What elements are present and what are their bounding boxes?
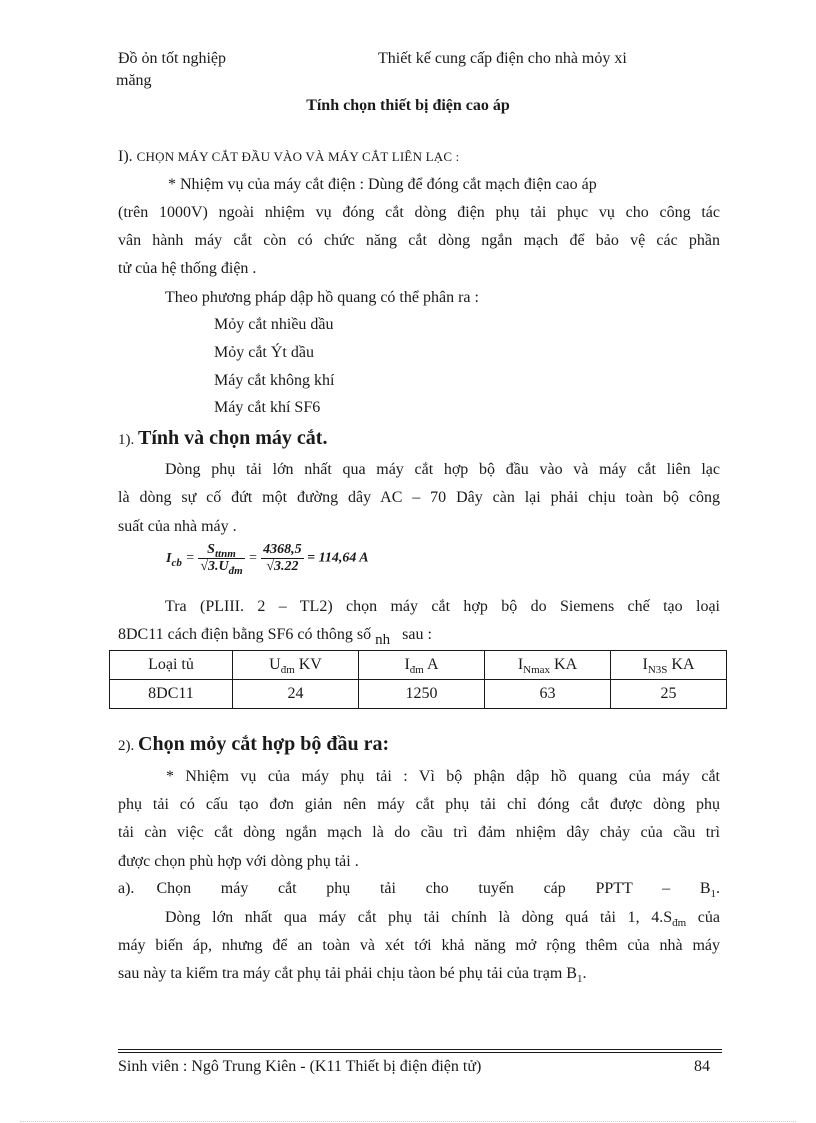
formula-num1: S xyxy=(207,542,215,557)
para7-line1-sub: đm xyxy=(672,917,687,929)
para4-line2 xyxy=(118,626,432,648)
table-header-cell: $I_{đm}$ A xyxy=(359,651,485,680)
section-numeral: I). xyxy=(118,148,133,165)
para1-line2: (trên 1000V) ngoài nhiệm vụ đóng cắt dòng điện phụ tải phục vụ cho công tác xyxy=(118,204,720,221)
para6-body xyxy=(156,880,720,898)
subheading-1 xyxy=(118,427,327,450)
list-item: Mỏy cắt nhiều dầu xyxy=(214,316,334,333)
para4-line1: Tra (PLIII. 2 – TL2) chọn máy cắt hợp bộ do Siemens chế tạo loại xyxy=(165,598,720,615)
page-number: 84 xyxy=(694,1058,710,1075)
page-edge-divider xyxy=(20,1121,796,1122)
formula-den1: √3.U xyxy=(200,559,229,574)
para2: Theo phương pháp dập hồ quang có thể phân ra : xyxy=(165,289,479,306)
formula-den1-sub: đm xyxy=(228,565,243,577)
formula-equals: = xyxy=(248,550,258,566)
para4-text: 8DC11 cách điện bằng SF6 có thông số xyxy=(118,626,372,643)
para7-line3 xyxy=(118,965,586,983)
formula-equals: = xyxy=(185,550,195,566)
formula-lhs: I xyxy=(166,550,172,566)
table-cell: 24 xyxy=(233,680,359,709)
footer-rule-bottom xyxy=(118,1052,722,1053)
table-row xyxy=(110,680,727,709)
table-cell: 1250 xyxy=(359,680,485,709)
formula-fraction-2 xyxy=(261,542,304,575)
para7-line1-end: của xyxy=(686,909,720,926)
formula-result: = 114,64 A xyxy=(307,550,369,566)
table-header-cell: $U_{đm}$ KV xyxy=(233,651,359,680)
table-header-row xyxy=(110,651,727,680)
footer-rule-top xyxy=(118,1049,722,1050)
current-formula xyxy=(166,542,369,575)
para1-line1: * Nhiệm vụ của máy cắt điện : Dùng để đóng cắt mạch điện cao áp xyxy=(168,176,597,193)
list-item: Mỏy cắt Ýt dầu xyxy=(214,344,314,361)
subheading-2-number: 2). xyxy=(118,738,135,754)
para6-end: . xyxy=(716,880,720,897)
list-item: Máy cắt không khí xyxy=(214,372,335,389)
list-item: Máy cắt khí SF6 xyxy=(214,399,321,416)
table-cell: 8DC11 xyxy=(110,680,233,709)
para7-line1 xyxy=(165,909,720,927)
table-header-cell: Loại tủ xyxy=(110,651,233,680)
para4-end: sau : xyxy=(402,626,432,643)
para3-line3: suất của nhà máy . xyxy=(118,518,237,535)
footer-text: Sinh viên : Ngô Trung Kiên - (K11 Thiết bị điện điện tử) xyxy=(118,1058,482,1075)
section-title: CHỌN MÁY CẮT ĐẦU VÀO VÀ MÁY CẮT LIÊN LẠC : xyxy=(136,149,460,164)
para7-line3-sub: 1 xyxy=(576,973,583,985)
subheading-1-number: 1). xyxy=(118,432,135,448)
page-title: Tính chọn thiết bị điện cao áp xyxy=(306,97,510,114)
table-cell: 63 xyxy=(485,680,611,709)
subheading-2-text: Chọn mỏy cắt hợp bộ đầu ra: xyxy=(138,733,390,755)
para6-text: Chọn máy cắt phụ tải cho tuyến cáp PPTT – B xyxy=(156,880,711,897)
subheading-2 xyxy=(118,733,389,756)
para6-sub: 1 xyxy=(710,888,716,900)
formula-num2: 4368,5 xyxy=(263,542,302,557)
para6-line xyxy=(118,880,720,898)
para5-line3: tải càn việc cắt dòng ngắn mạch là do cầu trì đảm nhiệm dây chảy của cầu trì xyxy=(118,824,720,841)
para7-line3-text: sau này ta kiểm tra máy cắt phụ tải phải chịu tàon bé phụ tải của trạm B xyxy=(118,965,577,982)
para4-stray: nh xyxy=(375,632,391,648)
para7-line2: máy biến áp, nhưng để an toàn và xét tới khả năng mở rộng thêm của nhà máy xyxy=(118,937,720,954)
subheading-1-text: Tính và chọn máy cắt. xyxy=(138,427,328,449)
para3-line2: là dòng sự cố đứt một đường dây AC – 70 Dây càn lại phải chịu toàn bộ công xyxy=(118,489,720,506)
para5-line2: phụ tải có cấu tạo đơn giản nên máy cắt phụ tải chỉ đóng cắt được dòng phụ xyxy=(118,796,720,813)
header-right: Thiết kế cung cấp điện cho nhà mỏy xi xyxy=(378,50,627,67)
para7-line1-text: Dòng lớn nhất qua máy cắt phụ tải chính là dòng quá tải 1, 4.S xyxy=(165,909,673,926)
para3-line1: Dòng phụ tải lớn nhất qua máy cắt hợp bộ đầu vào và máy cắt liên lạc xyxy=(165,461,720,478)
table-cell: 25 xyxy=(611,680,727,709)
formula-num1-sub: ttnm xyxy=(214,548,236,560)
header-continuation: măng xyxy=(116,72,152,89)
formula-lhs-sub: cb xyxy=(171,556,182,569)
para1-line4: tử của hệ thống điện . xyxy=(118,260,257,277)
header-left: Đồ ỏn tốt nghiệp xyxy=(118,50,226,67)
para5-line4: được chọn phù hợp với dòng phụ tải . xyxy=(118,853,359,870)
para1-line3: vân hành máy cắt còn có chức năng cắt dòng ngắn mạch để bảo vệ các phần xyxy=(118,232,720,249)
breaker-spec-table xyxy=(109,650,727,709)
para6-label: a). xyxy=(118,880,135,897)
table-header-cell: $I_{N3S}$ KA xyxy=(611,651,727,680)
formula-den2: √3.22 xyxy=(266,559,299,574)
section-heading xyxy=(118,148,459,166)
para5-line1: * Nhiệm vụ của máy phụ tải : Vì bộ phận dập hồ quang của máy cắt xyxy=(166,768,720,785)
para7-line3-end: . xyxy=(582,965,587,982)
table-header-cell: $I_{Nmax}$ KA xyxy=(485,651,611,680)
formula-fraction-1 xyxy=(198,542,244,575)
